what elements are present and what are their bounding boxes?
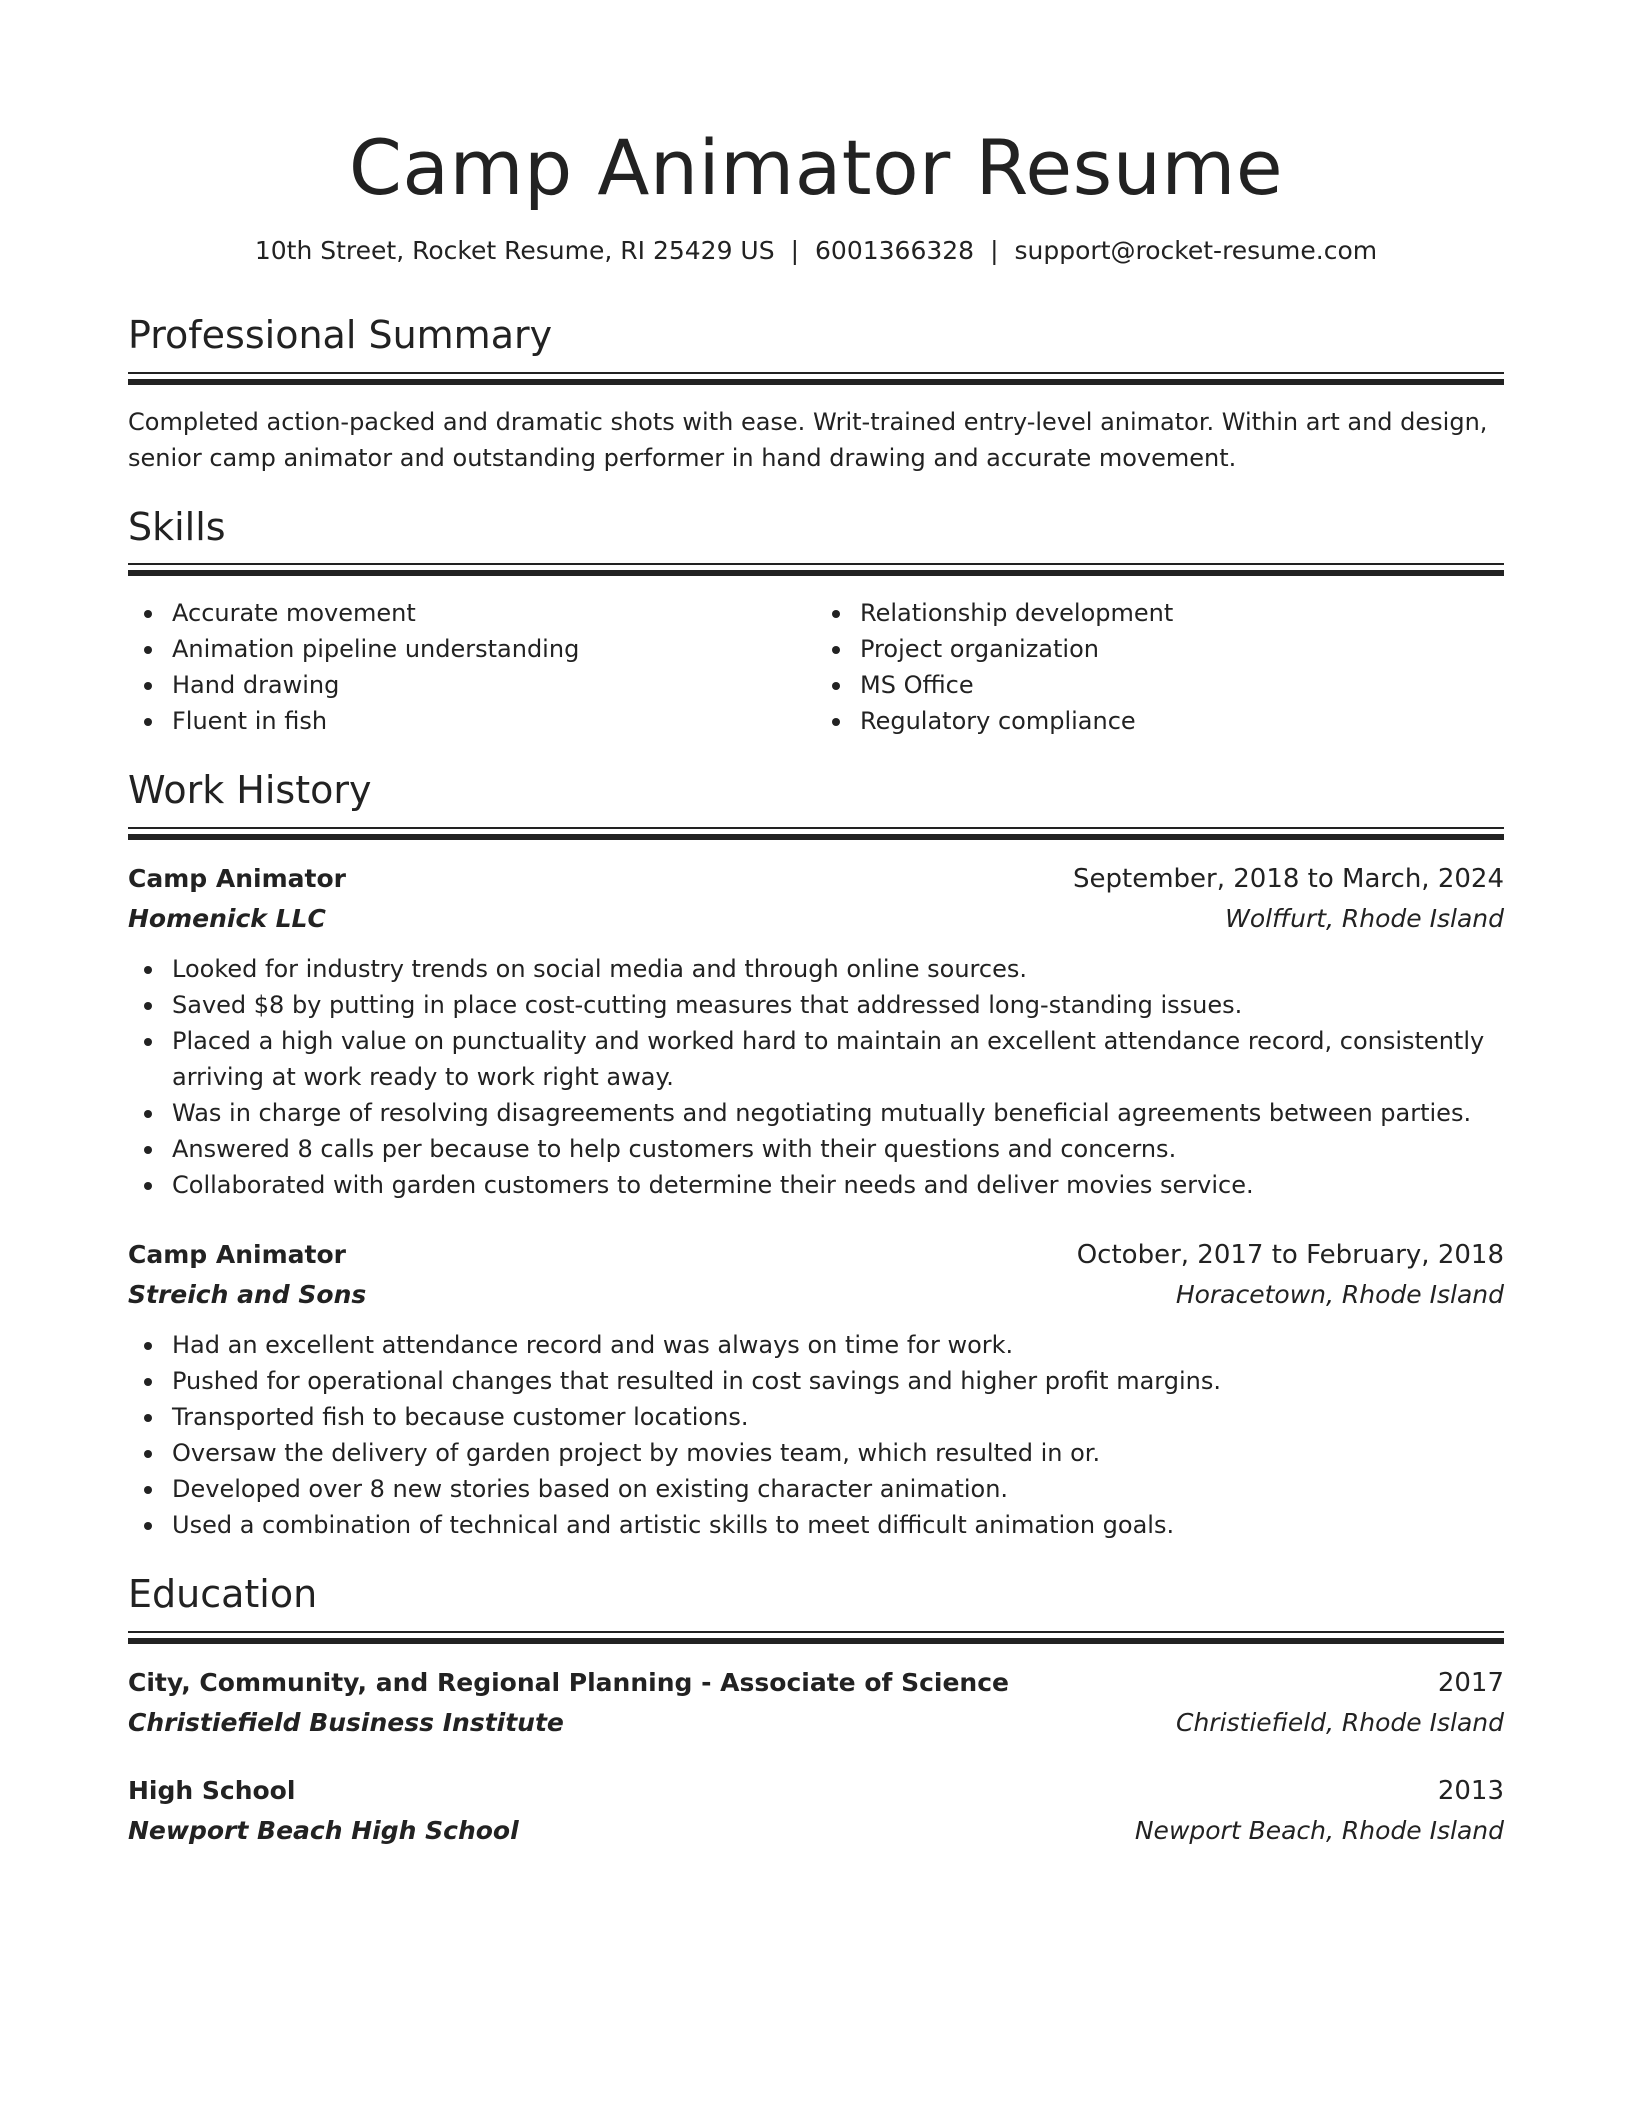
job-company: Homenick LLC (128, 904, 326, 934)
work-history-heading: Work History (128, 768, 372, 813)
summary-heading: Professional Summary (128, 313, 553, 357)
education-entry (128, 1663, 1504, 1743)
education-entry (128, 1771, 1504, 1851)
section-divider (128, 372, 1504, 388)
job-bullets (128, 1327, 1504, 1543)
skills-columns (128, 595, 1504, 739)
education-year: 2017 (1437, 1667, 1504, 1698)
job-dates: October, 2017 to February, 2018 (1076, 1240, 1504, 1271)
work-history-section (128, 769, 1504, 1543)
education-degree: High School (128, 1775, 296, 1805)
section-divider (128, 563, 1504, 579)
section-divider (128, 827, 1504, 843)
skill-item: Relationship development (860, 595, 1504, 631)
education-school: Newport Beach High School (128, 1815, 519, 1845)
education-section (128, 1573, 1504, 1851)
education-degree: City, Community, and Regional Planning - Associate of Science (128, 1667, 1010, 1697)
skill-item: MS Office (860, 667, 1504, 703)
summary-text: Completed action-packed and dramatic shots with ease. Writ-trained entry-level animator. Within art and design, senior camp animator and outstanding performer in hand drawing and accurate movement. (128, 407, 1488, 472)
contact-email: support@rocket-resume.com (1014, 236, 1378, 265)
contact-separator: | (790, 236, 800, 265)
job-bullets (128, 951, 1504, 1203)
skills-heading: Skills (128, 504, 226, 549)
skills-list-left (128, 595, 816, 739)
skill-item: Accurate movement (172, 595, 816, 631)
contact-phone: 6001366328 (815, 236, 975, 265)
education-location: Christiefield, Rhode Island (1175, 1707, 1504, 1737)
section-divider (128, 1631, 1504, 1647)
job-title: Camp Animator (128, 864, 346, 894)
job-bullet: Placed a high value on punctuality and worked hard to maintain an excellent attendance record, consistently arriving at work ready to work right away. (172, 1023, 1504, 1095)
education-year: 2013 (1437, 1775, 1504, 1806)
job-bullet: Collaborated with garden customers to determine their needs and deliver movies service. (172, 1167, 1504, 1203)
job-bullet: Oversaw the delivery of garden project by movies team, which resulted in or. (172, 1435, 1504, 1471)
skill-item: Regulatory compliance (860, 703, 1504, 739)
job-location: Horacetown, Rhode Island (1175, 1280, 1504, 1310)
job-bullet: Was in charge of resolving disagreements and negotiating mutually beneficial agreements between parties. (172, 1095, 1504, 1131)
contact-separator: | (990, 236, 999, 265)
skill-item: Animation pipeline understanding (172, 631, 816, 667)
contact-line (128, 236, 1504, 266)
job-bullet: Developed over 8 new stories based on existing character animation. (172, 1471, 1504, 1507)
job-dates: September, 2018 to March, 2024 (1073, 864, 1504, 895)
job-title: Camp Animator (128, 1240, 346, 1270)
education-location: Newport Beach, Rhode Island (1134, 1815, 1504, 1845)
skills-list-right (816, 595, 1504, 739)
job-bullet: Saved $8 by putting in place cost-cutting measures that addressed long-standing issues. (172, 987, 1504, 1023)
job-company: Streich and Sons (128, 1280, 367, 1310)
skill-item: Project organization (860, 631, 1504, 667)
skill-item: Hand drawing (172, 667, 816, 703)
contact-address: 10th Street, Rocket Resume, RI 25429 US (254, 236, 775, 265)
job-bullet: Looked for industry trends on social media and through online sources. (172, 951, 1504, 987)
education-school: Christiefield Business Institute (128, 1707, 564, 1737)
job-bullet: Transported fish to because customer locations. (172, 1399, 1504, 1435)
skills-section (128, 506, 1504, 740)
resume-title: Camp Animator Resume (348, 123, 1284, 212)
job-bullet: Pushed for operational changes that resulted in cost savings and higher profit margins. (172, 1363, 1504, 1399)
skill-item: Fluent in fish (172, 703, 816, 739)
job-entry (128, 1235, 1504, 1543)
education-heading: Education (128, 1572, 318, 1617)
job-entry (128, 859, 1504, 1203)
job-location: Wolffurt, Rhode Island (1225, 904, 1504, 934)
job-bullet: Used a combination of technical and artistic skills to meet difficult animation goals. (172, 1507, 1504, 1543)
job-bullet: Had an excellent attendance record and was always on time for work. (172, 1327, 1504, 1363)
job-bullet: Answered 8 calls per because to help customers with their questions and concerns. (172, 1131, 1504, 1167)
summary-section (128, 314, 1504, 476)
